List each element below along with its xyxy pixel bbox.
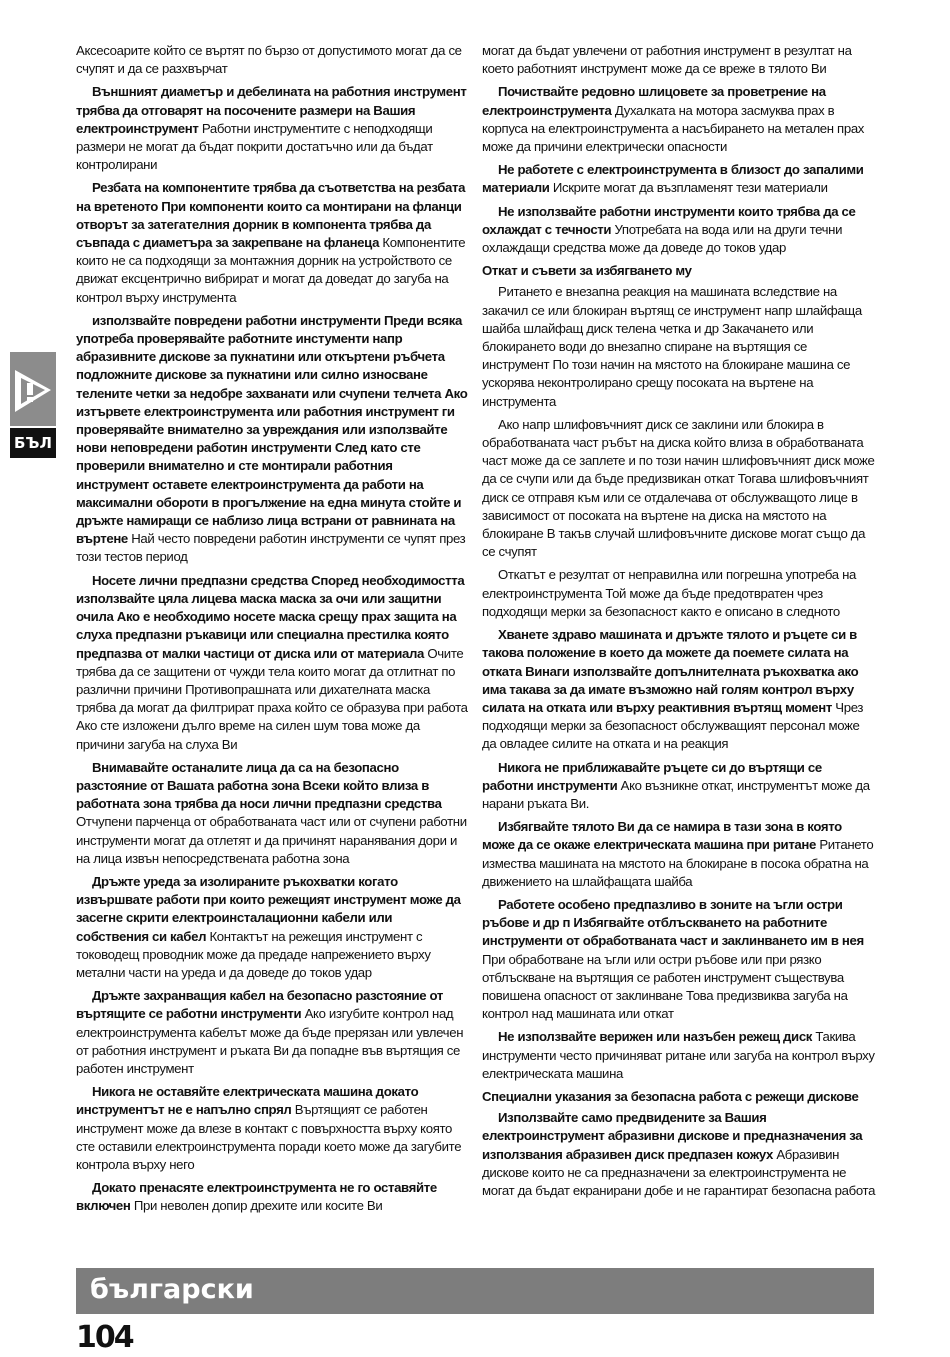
paragraph-bold-lead: Внимавайте останалите лица да са на безопасно разстояние от Вашата работна зона Всеки който влиза в работната зона трябва да носи лични предпазни средства [76, 759, 442, 812]
paragraph [76, 179, 468, 306]
paragraph-text: При неволен допир дрехите или косите Ви [133, 1198, 383, 1214]
paragraph-text: При обработване на ъгли или остри ръбове или при рязко отблъскване на въртящия се работен инструмент съществува повишена опасност от заклинване Това предизвиква загуба на контрол над машината или откат [482, 951, 848, 1022]
footer-language-bar [76, 1268, 874, 1314]
paragraph-bold-lead: Дръжте захранващия кабел на безопасно разстояние от въртящите се работни инструменти [76, 988, 444, 1022]
paragraph [482, 42, 876, 78]
paragraph-bold-lead: Хванете здраво машината и дръжте тялото и ръцете си в такова положение в което да можете да поемете силата на отката Винаги използвайте допълнителната ръкохватка ако има такава за да имате възможно най голям контрол върху силата на отката или върху реактивния въртящ момент [482, 627, 859, 715]
paragraph-text: Ритането измества машината на мястото на блокиране в посока обратна на движението на шлайфащата шайба [482, 837, 874, 889]
paragraph-bold-lead: Почиствайте редовно шлицовете за проветрение на електроинструмента [482, 84, 826, 118]
paragraph-text: Компонентите които не са подходящи за монтажния дорник на устройството се движат ексцентрично вибрират и могат да доведат до загуба на контрол върху инструмента [76, 235, 466, 305]
paragraph-bold-lead: Избягвайте тялото Ви да се намира в тази зона в която може да се окаже електрическата машина при ритане [482, 819, 842, 853]
section-heading: Откат и съвети за избягването му [482, 263, 692, 279]
paragraph-text: Ако възникне откат, инструментът може да нарани ръката Ви. [482, 777, 870, 811]
paragraph [482, 283, 876, 410]
paragraph [76, 873, 468, 982]
paragraph-bold-lead: Дръжте уреда за изолираните ръкохватки когато извършвате работи при които режещият инструмент може да засегне скрити електроинсталационни кабели или собствения си кабел [76, 873, 461, 944]
language-tab-label: БЪЛ [10, 428, 56, 458]
paragraph-bold-lead: Работете особено предпазливо в зоните на ъгли остри ръбове и др п Избягвайте отблъскването на работните инструменти от обработваната част и заклинването им в нея [482, 896, 864, 949]
paragraph-bold-lead: Носете лични предпазни средства Според необходимостта използвайте цяла лицева маска маска за очи или защитни очила Ако е необходимо носете маска срещу прах защита на слуха предпазни ръкавици или специална престилка която предпазва от малки частици от диска или от материала [76, 572, 465, 661]
paragraph-text: Духалката на мотора засмуква прах в корпуса на електроинструмента а насъбирането на метален прах може да причини електрически опасности [482, 102, 865, 155]
footer-language-title: български [90, 1274, 254, 1305]
paragraph [482, 818, 876, 891]
paragraph-text: Най често повредени работин инструменти се чупят през този тестов период [76, 531, 466, 565]
paragraph [482, 161, 876, 197]
paragraph-bold-lead: Не използвайте работни инструменти които трябва да се охлаждат с течности [482, 203, 856, 237]
paragraph-text: Употребата на вода или на други течни охлаждащи средства може да доведе до токов удар [482, 221, 843, 256]
paragraph [76, 1179, 468, 1215]
paragraph-bold-lead: Не работете с електроинструмента в близост до запалими материали [482, 162, 864, 196]
paragraph-bold-lead: Използвайте само предвидените за Вашия електроинструмент абразивни дискове и предназначения за използвания абразивен диск предпазен кожух [482, 1110, 863, 1162]
paragraph [76, 83, 468, 174]
paragraph-bold-lead: използвайте повредени работни инструменти Преди всяка употреба проверявайте работните инстументи напр абразивните дискове за пукнатини или откъртени ръбчета подложните дискове за пукнатини или силно износване телените четки за недобре захванати или счупени телчета Ако изтървете електроинструмента или работния инструмент ги проверявайте внимателно за увреждания или използвайте нови неповредени работин инструменти След като сте проверили внимателно и сте монтирали работния инструмент оставете електроинструмента да работи на максимални обороти в прогължение на една минута стойте и дръжте намиращи се наблизо лица встрани от равнината на въртене [76, 312, 468, 547]
paragraph-bold-lead: Резбата на компонентите трябва да съответства на резбата на вретеното При компоненти които са монтирани на фланци отворът за затегателния дорник в компонента трябва да съвпада с диаметъра за закрепване на фланеца [76, 180, 466, 251]
right-column [482, 42, 876, 1205]
paragraph [482, 759, 876, 814]
paragraph-bold-lead: Не използвайте верижен или назъбен режещ диск [498, 1029, 813, 1045]
paragraph [76, 572, 468, 754]
left-column [76, 42, 468, 1221]
paragraph [76, 759, 468, 868]
sidebar-tab [10, 352, 56, 458]
paragraph [482, 626, 876, 753]
paragraph-text: Такива инструменти често причиняват ритане или загуба на контрол върху електрическата машина [482, 1029, 875, 1081]
paragraph-text: Откатът е резултат от неправилна или погрешна употреба на електроинструмента Той може да бъде предотвратен чрез подходящи мерки за безопасност както е описано в следното [482, 567, 856, 619]
paragraph [482, 1028, 876, 1083]
paragraph-text: Ако напр шлифовъчният диск се заклини или блокира в обработваната част ръбът на диска който влиза в обработваната част може да се заплете и по този начин шлифовъчният диск може да се счупи или да бъде предизвикан откат Тогава шлифовъчният диск се отправя към или се отдалечава от обслужващото лице в зависимост от посоката на въртене на диска на мястото на блокиране В такъв случай шлифовъчните дискове могат също да се счупят [482, 416, 875, 560]
paragraph-text: Очите трябва да се защитени от чужди тела които могат да отлитнат по различни причини Противопрашната или дихателната маска трябва да могат да филтрират праха който се образува при работа Ако сте изложени дълго време на силен шум това може да причини загуба на слуха Ви [76, 645, 468, 752]
paragraph-text: Отчупени парченца от обработваната част или от счупени работни инструменти могат да отлетят и да причинят наранявания дори и на лица извън непосредствената работна зона [76, 814, 467, 866]
paragraph-text: Ритането е внезапна реакция на машината вследствие на закачил се или блокиран въртящ се инструмент напр шлайфаща шайба шлайфащ диск телена четка и др Закачането или блокирането води до внезапно спиране на въртящия се инструмент По този начин на мястото на блокиране машина се ускорява неконтролирано срещу посоката на въртене на инструмента [482, 284, 862, 409]
paragraph-text: Работни инструментите с неподходящи размери не могат да бъдат покрити достатъчно или да бъдат контролирани [76, 120, 433, 173]
paragraph-text: Абразивин дискове които не са предназначени за електроинструмента не могат да бъдат екранирани добе и не гарантират безопасна работа [482, 1146, 876, 1198]
paragraph-bold-lead: Докато пренасяте електроинструмента не го оставяйте включен [76, 1180, 437, 1214]
paragraph [482, 566, 876, 621]
paragraph [76, 1083, 468, 1174]
paragraph-text: Искрите могат да възпламенят тези материали [552, 180, 828, 196]
paragraph-bold-lead: Никога не приближавайте ръцете си до въртящи се работни инструменти [482, 759, 822, 793]
section-heading: Специални указания за безопасна работа с режещи дискове [482, 1088, 859, 1104]
paragraph [482, 203, 876, 258]
warning-box [10, 352, 56, 426]
page-number: 104 [76, 1320, 133, 1355]
paragraph [76, 987, 468, 1078]
paragraph-text: Въртящият се работен инструмент може да влезе в контакт с повърхността върху която сте оставили електроинструмента поради което може да загубите контрола върху него [76, 1102, 462, 1172]
paragraph [482, 1109, 876, 1200]
paragraph-text: Ако изгубите контрол над електроинструмента кабелът може да бъде прерязан или увлечен от работния инструмент и ръката Ви да попадне във въртящия се работен инструмент [76, 1006, 464, 1076]
paragraph-text: Контактът на режещия инструмент с тоководещ проводник може да предаде напрежението върху метални части на уреда и да доведе до токов удар [76, 928, 431, 980]
paragraph-bold-lead: Външният диаметър и дебелината на работния инструмент трябва да отговарят на посочените размери на Вашия електроинструмент [76, 84, 467, 136]
paragraph-text: могат да бъдат увлечени от работния инструмент в резултат на което работният инструмент може да се вреже в тялото Ви [482, 43, 852, 77]
paragraph-bold-lead: Никога не оставяйте електрическата машина докато инструментът не е напълно спрял [76, 1084, 419, 1118]
warning-triangle-icon [12, 362, 54, 418]
paragraph [482, 896, 876, 1023]
paragraph [482, 83, 876, 156]
paragraph [76, 312, 468, 567]
paragraph [76, 42, 468, 78]
paragraph-text: Чрез подходящи мерки за безопасност обслужващият персонал може да овладее силите на отката и на реакция [482, 699, 864, 752]
paragraph-text: Аксесоарите който се въртят по бързо от допустимото могат да се счупят и да се разхвърчат [76, 43, 462, 77]
paragraph [482, 416, 876, 562]
